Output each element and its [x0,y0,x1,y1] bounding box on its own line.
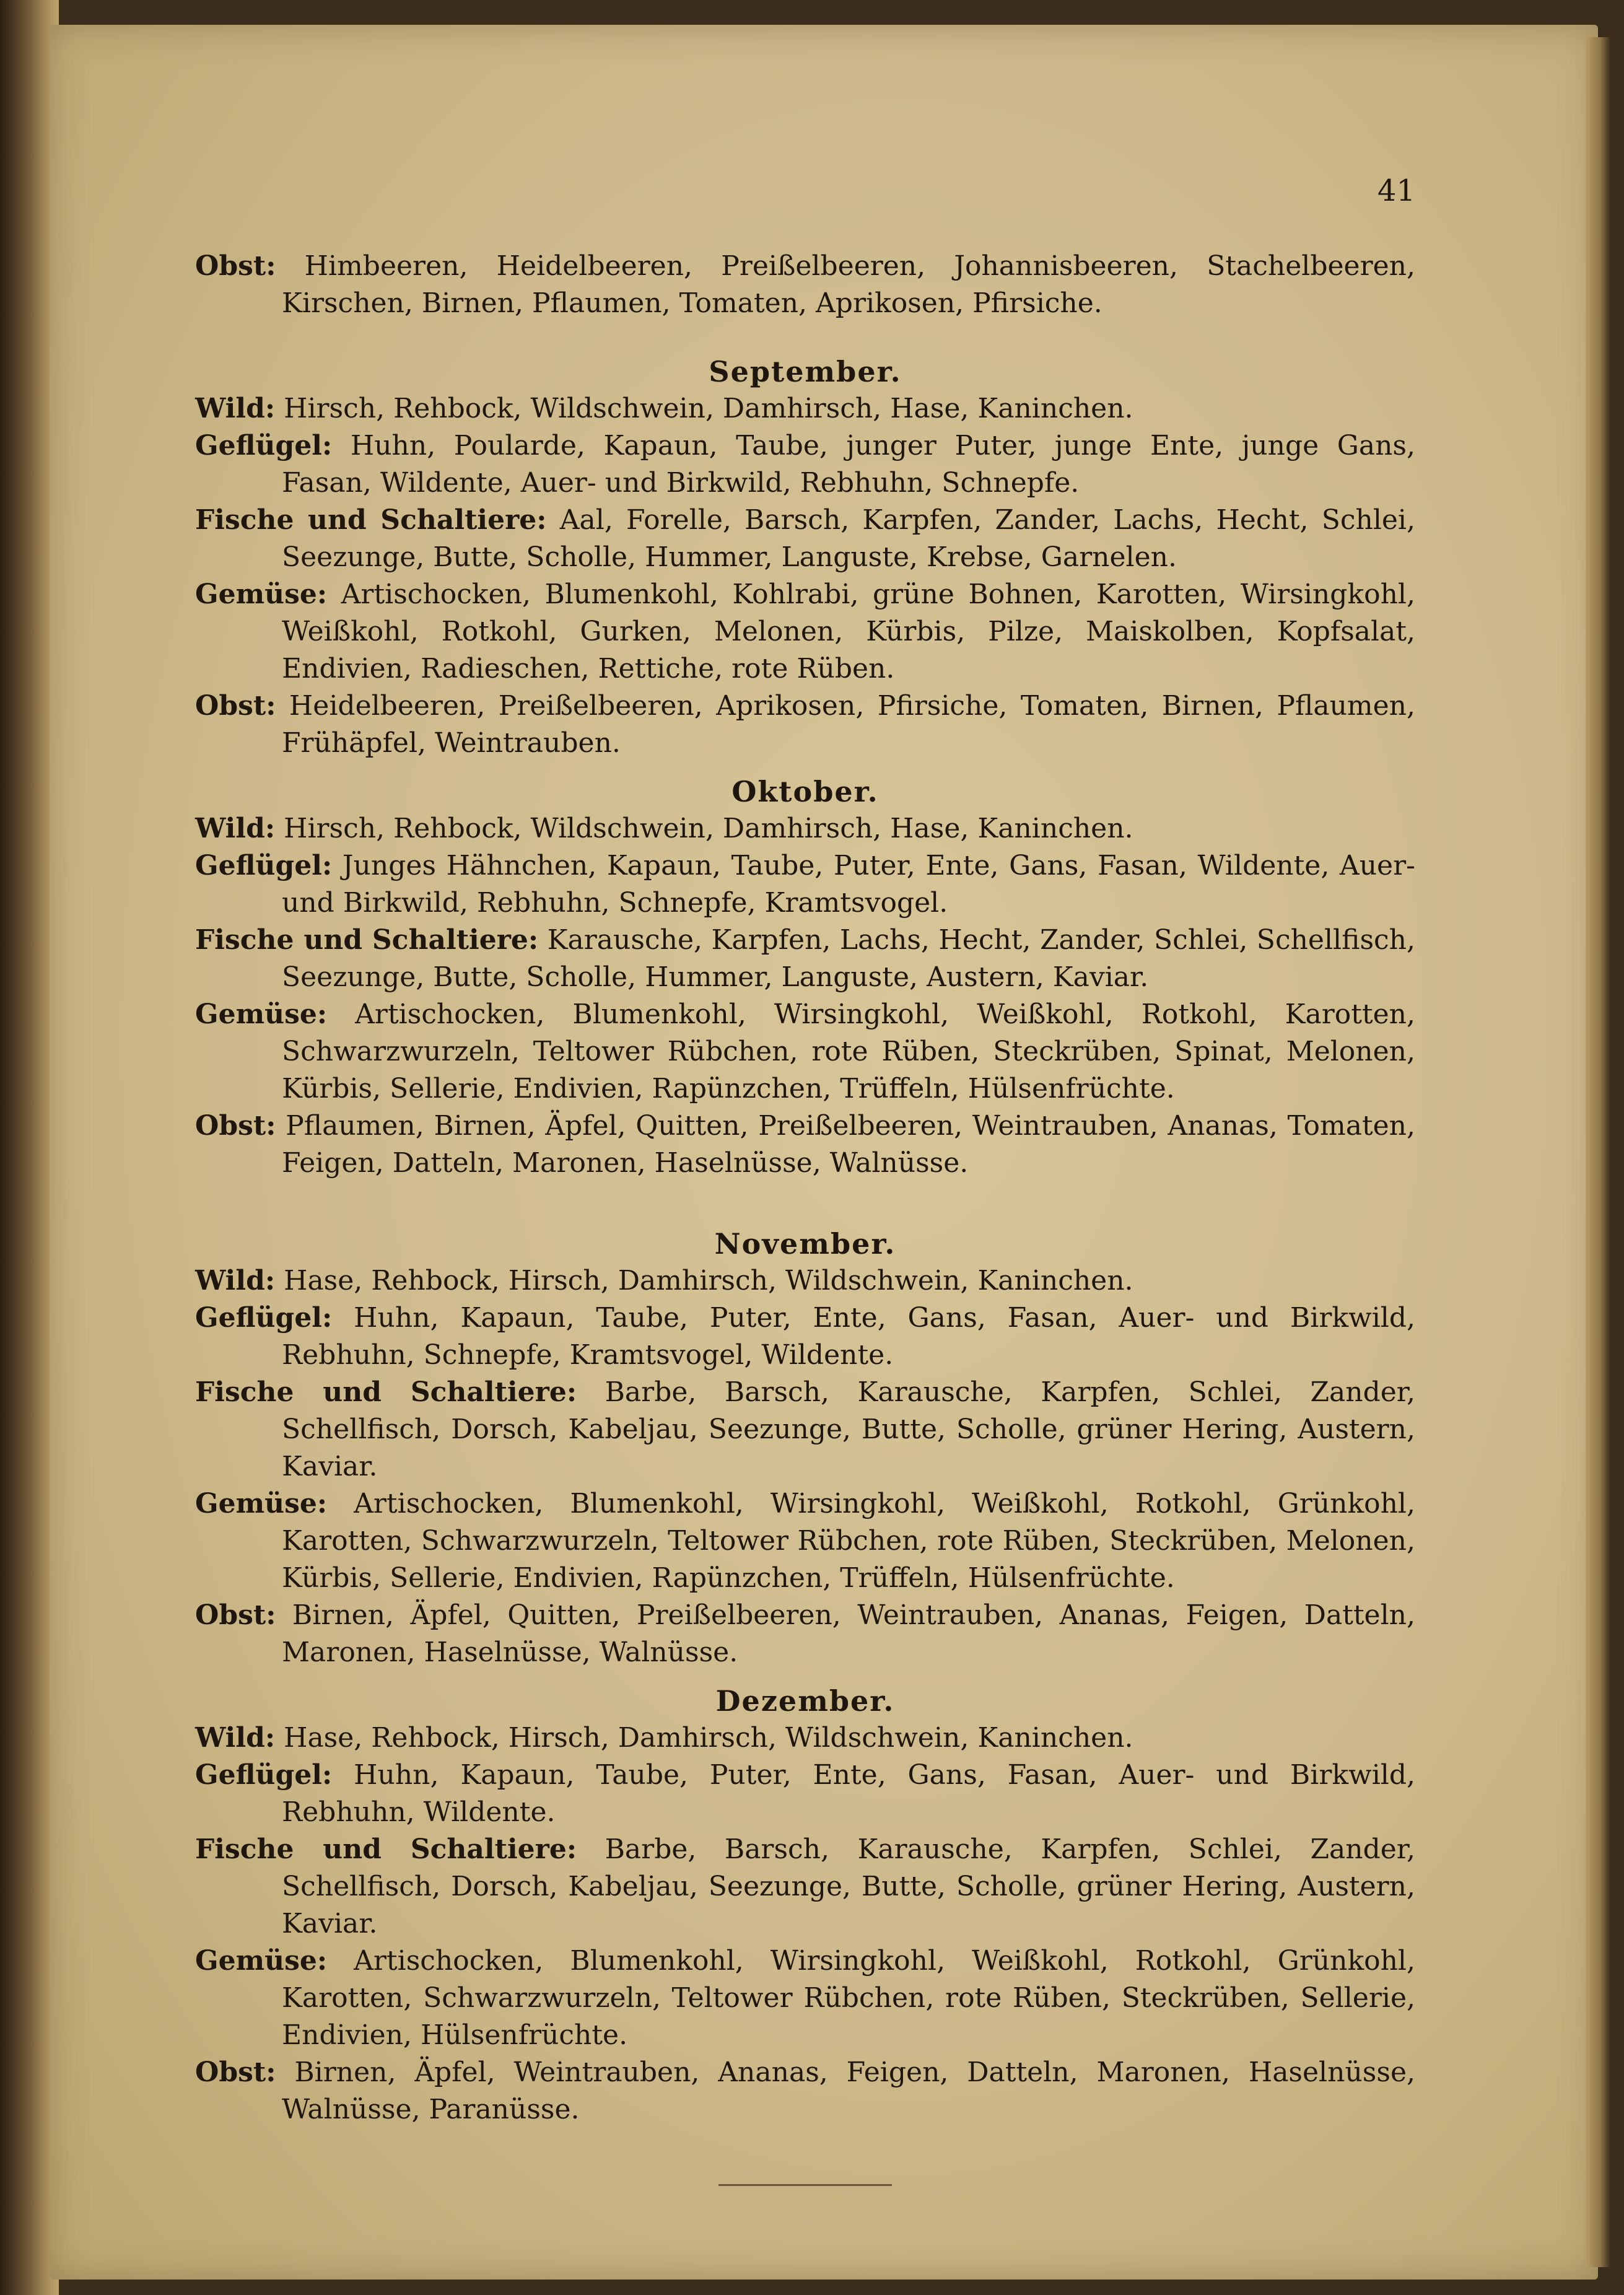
entry-gefluegel [195,427,1415,502]
month-section-oktober [195,773,1415,1182]
entry-gefluegel [195,1757,1415,1831]
entry-fische [195,502,1415,576]
month-section-september [195,353,1415,762]
entry-text: Birnen, Äpfel, Weintrauben, Ananas, Feigen, Datteln, Maronen, Haselnüsse, Walnüsse, Paranüsse. [282,2057,1415,2125]
entry-fische [195,1831,1415,1943]
entry-text: Junges Hähnchen, Kapaun, Taube, Puter, Ente, Gans, Fasan, Wildente, Auer- und Birkwild, Rebhuhn, Schnepfe, Kramtsvogel. [282,850,1415,919]
entry-label: Geflügel: [195,850,333,881]
entry-gemuese [195,576,1415,688]
month-heading: Dezember. [715,1684,895,1718]
entry-gemuese [195,996,1415,1108]
entry-text: Barbe, Barsch, Karausche, Karpfen, Schlei, Zander, Schellfisch, Dorsch, Kabeljau, Seezunge, Butte, Scholle, grüner Hering, Austern, Kaviar. [282,1376,1415,1482]
page-number: 41 [1377,173,1415,208]
entry-label: Wild: [195,393,276,424]
entry-text: Barbe, Barsch, Karausche, Karpfen, Schlei, Zander, Schellfisch, Dorsch, Kabeljau, Seezunge, Butte, Scholle, grüner Hering, Austern, Kaviar. [282,1834,1415,1939]
entry-obst [195,1597,1415,1671]
end-rule-divider [718,2184,892,2186]
entry-gemuese [195,1485,1415,1597]
entry-label: Obst: [195,2057,276,2088]
entry-label: Fische und Schaltiere: [195,924,539,956]
entry-obst [195,1108,1415,1182]
entry-label: Fische und Schaltiere: [195,1376,577,1408]
month-section-november [195,1225,1415,1671]
month-section-dezember [195,1682,1415,2128]
entry-label: Fische und Schaltiere: [195,1834,577,1865]
entry-text: Heidelbeeren, Preißelbeeren, Aprikosen, Pfirsiche, Tomaten, Birnen, Pflaumen, Frühäpfel, Weintrauben. [282,690,1415,759]
entry-text: Huhn, Kapaun, Taube, Puter, Ente, Gans, Fasan, Auer- und Birkwild, Rebhuhn, Schnepfe, Kramtsvogel, Wildente. [282,1302,1415,1371]
entry-text: Hirsch, Rehbock, Wildschwein, Damhirsch, Hase, Kaninchen. [284,813,1133,844]
entry-label: Geflügel: [195,1302,333,1334]
entry-gemuese [195,1943,1415,2054]
entry-label: Obst: [195,250,276,282]
entry-text: Hirsch, Rehbock, Wildschwein, Damhirsch, Hase, Kaninchen. [284,393,1133,424]
entry-text: Pflaumen, Birnen, Äpfel, Quitten, Preißelbeeren, Weintrauben, Ananas, Tomaten, Feigen, Datteln, Maronen, Haselnüsse, Walnüsse. [282,1110,1415,1179]
entry-wild [195,390,1415,427]
entry-text: Birnen, Äpfel, Quitten, Preißelbeeren, Weintrauben, Ananas, Feigen, Datteln, Maronen, Haselnüsse, Walnüsse. [282,1599,1415,1668]
entry-text: Artischocken, Blumenkohl, Kohlrabi, grüne Bohnen, Karotten, Wirsingkohl, Weißkohl, Rotkohl, Gurken, Melonen, Kürbis, Pilze, Maiskolben, Kopfsalat, Endivien, Radieschen, Rettiche, rote Rüben. [282,579,1415,684]
entry-label: Obst: [195,1599,276,1631]
entry-text: Huhn, Kapaun, Taube, Puter, Ente, Gans, Fasan, Auer- und Birkwild, Rebhuhn, Wildente. [282,1759,1415,1828]
entry-wild [195,1720,1415,1757]
entry-top-obst [195,248,1415,322]
entry-text: Himbeeren, Heidelbeeren, Preißelbeeren, Johannisbeeren, Stachelbeeren, Kirschen, Birnen, Pflaumen, Tomaten, Aprikosen, Pfirsiche. [282,250,1415,319]
entry-label: Gemüse: [195,579,328,610]
entry-obst [195,688,1415,762]
entry-text: Artischocken, Blumenkohl, Wirsingkohl, Weißkohl, Rotkohl, Grünkohl, Karotten, Schwarzwurzeln, Teltower Rübchen, rote Rüben, Steckrüben, Sellerie, Endivien, Hülsenfrüchte. [282,1945,1415,2051]
entry-label: Obst: [195,1110,276,1142]
entry-text: Hase, Rehbock, Hirsch, Damhirsch, Wildschwein, Kaninchen. [284,1265,1133,1296]
entry-label: Wild: [195,1722,276,1754]
entry-label: Wild: [195,1265,276,1296]
entry-label: Wild: [195,813,276,844]
entry-text: Artischocken, Blumenkohl, Wirsingkohl, Weißkohl, Rotkohl, Grünkohl, Karotten, Schwarzwurzeln, Teltower Rübchen, rote Rüben, Steckrüben, Melonen, Kürbis, Sellerie, Endivien, Rapünzchen, Trüffeln, Hülsenfrüchte. [282,1488,1415,1594]
entry-label: Obst: [195,690,276,722]
entry-label: Gemüse: [195,999,328,1030]
entry-fische [195,922,1415,996]
entry-label: Gemüse: [195,1945,328,1977]
entry-text: Huhn, Poularde, Kapaun, Taube, junger Puter, junge Ente, junge Gans, Fasan, Wildente, Auer- und Birkwild, Rebhuhn, Schnepfe. [282,430,1415,499]
page-edge [1586,37,1610,2267]
month-heading: November. [714,1227,896,1261]
entry-wild [195,1262,1415,1300]
entry-label: Geflügel: [195,430,333,461]
entry-fische [195,1374,1415,1485]
entry-gefluegel [195,1300,1415,1374]
page-content [195,248,1415,2186]
entry-text: Karausche, Karpfen, Lachs, Hecht, Zander, Schlei, Schellfisch, Seezunge, Butte, Scholle, Hummer, Languste, Austern, Kaviar. [282,924,1416,993]
entry-gefluegel [195,847,1415,922]
entry-text: Artischocken, Blumenkohl, Wirsingkohl, Weißkohl, Rotkohl, Karotten, Schwarzwurzeln, Teltower Rübchen, rote Rüben, Steckrüben, Spinat, Melonen, Kürbis, Sellerie, Endivien, Rapünzchen, Trüffeln, Hülsenfrüchte. [282,999,1415,1104]
entry-obst [195,2054,1415,2128]
entry-wild [195,810,1415,847]
entry-label: Geflügel: [195,1759,333,1791]
entry-text: Hase, Rehbock, Hirsch, Damhirsch, Wildschwein, Kaninchen. [284,1722,1133,1754]
entry-text: Aal, Forelle, Barsch, Karpfen, Zander, Lachs, Hecht, Schlei, Seezunge, Butte, Scholle, Hummer, Languste, Krebse, Garnelen. [282,504,1415,573]
month-heading: September. [709,355,902,388]
month-heading: Oktober. [731,775,879,808]
entry-label: Gemüse: [195,1488,328,1519]
entry-label: Fische und Schaltiere: [195,504,547,536]
